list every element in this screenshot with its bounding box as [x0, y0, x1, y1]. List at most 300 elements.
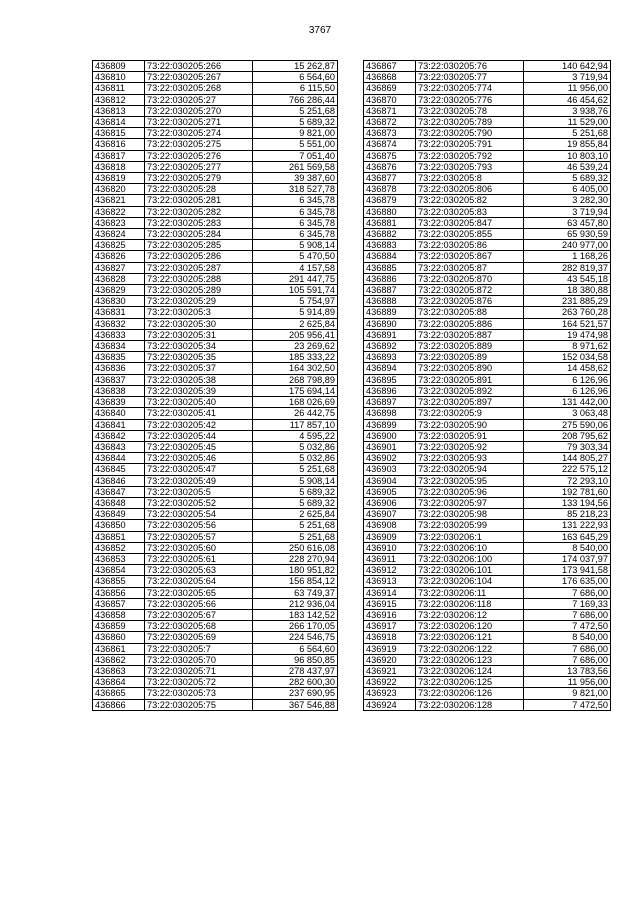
table-row — [364, 229, 611, 240]
cadastral-number-cell: 73:22:030206:126 — [416, 688, 524, 699]
cadastral-number-cell: 73:22:030205:889 — [416, 341, 524, 352]
table-row — [93, 419, 338, 430]
row-number-cell: 436849 — [93, 509, 145, 520]
table-row — [93, 83, 338, 94]
table-row — [93, 621, 338, 632]
cadastral-number-cell: 73:22:030205:52 — [145, 497, 253, 508]
cadastral-number-cell: 73:22:030206:128 — [416, 699, 524, 710]
value-cell: 63 457,80 — [524, 217, 611, 228]
row-number-cell: 436898 — [364, 408, 416, 419]
value-cell: 180 951,82 — [253, 565, 338, 576]
row-number-cell: 436881 — [364, 217, 416, 228]
value-cell: 4 157,58 — [253, 262, 338, 273]
value-cell: 156 854,12 — [253, 576, 338, 587]
cadastral-number-cell: 73:22:030205:64 — [145, 576, 253, 587]
cadastral-number-cell: 73:22:030205:68 — [145, 621, 253, 632]
value-cell: 5 908,14 — [253, 240, 338, 251]
table-row — [364, 408, 611, 419]
table-row — [364, 542, 611, 553]
row-number-cell: 436897 — [364, 397, 416, 408]
table-row — [364, 699, 611, 710]
table-row — [364, 139, 611, 150]
table-row — [364, 296, 611, 307]
cadastral-number-cell: 73:22:030205:855 — [416, 229, 524, 240]
row-number-cell: 436843 — [93, 441, 145, 452]
value-cell: 72 293,10 — [524, 475, 611, 486]
table-row — [364, 553, 611, 564]
value-cell: 5 689,32 — [253, 497, 338, 508]
cadastral-number-cell: 73:22:030205:792 — [416, 150, 524, 161]
row-number-cell: 436885 — [364, 262, 416, 273]
table-row — [93, 542, 338, 553]
cadastral-number-cell: 73:22:030205:271 — [145, 117, 253, 128]
table-row — [364, 609, 611, 620]
row-number-cell: 436815 — [93, 128, 145, 139]
table-row — [93, 363, 338, 374]
cadastral-number-cell: 73:22:030205:67 — [145, 609, 253, 620]
row-number-cell: 436858 — [93, 609, 145, 620]
cadastral-number-cell: 73:22:030205:30 — [145, 318, 253, 329]
value-cell: 140 642,94 — [524, 61, 611, 72]
value-cell: 2 625,84 — [253, 318, 338, 329]
row-number-cell: 436902 — [364, 453, 416, 464]
value-cell: 5 251,68 — [253, 531, 338, 542]
cadastral-number-cell: 73:22:030205:97 — [416, 497, 524, 508]
value-cell: 5 032,86 — [253, 441, 338, 452]
value-cell: 9 821,00 — [524, 688, 611, 699]
cadastral-number-cell: 73:22:030205:3 — [145, 307, 253, 318]
value-cell: 3 719,94 — [524, 206, 611, 217]
table-row — [364, 173, 611, 184]
cadastral-number-cell: 73:22:030205:87 — [416, 262, 524, 273]
value-cell: 173 941,58 — [524, 565, 611, 576]
value-cell: 3 063,48 — [524, 408, 611, 419]
table-row — [364, 61, 611, 72]
cadastral-number-cell: 73:22:030205:72 — [145, 677, 253, 688]
value-cell: 6 564,60 — [253, 643, 338, 654]
value-cell: 39 387,60 — [253, 173, 338, 184]
cadastral-number-cell: 73:22:030205:42 — [145, 419, 253, 430]
value-cell: 192 781,60 — [524, 486, 611, 497]
value-cell: 278 437,97 — [253, 665, 338, 676]
table-row — [364, 397, 611, 408]
cadastral-number-cell: 73:22:030205:9 — [416, 408, 524, 419]
value-cell: 6 345,78 — [253, 206, 338, 217]
table-row — [364, 453, 611, 464]
value-cell: 85 218,23 — [524, 509, 611, 520]
row-number-cell: 436811 — [93, 83, 145, 94]
table-row — [364, 363, 611, 374]
row-number-cell: 436862 — [93, 654, 145, 665]
table-row — [93, 150, 338, 161]
value-cell: 163 645,29 — [524, 531, 611, 542]
row-number-cell: 436915 — [364, 598, 416, 609]
table-row — [364, 307, 611, 318]
table-row — [364, 240, 611, 251]
cadastral-number-cell: 73:22:030205:277 — [145, 161, 253, 172]
row-number-cell: 436812 — [93, 94, 145, 105]
cadastral-number-cell: 73:22:030205:92 — [416, 441, 524, 452]
table-row — [364, 475, 611, 486]
value-cell: 7 472,50 — [524, 699, 611, 710]
value-cell: 8 540,00 — [524, 542, 611, 553]
value-cell: 11 956,00 — [524, 83, 611, 94]
cadastral-number-cell: 73:22:030205:90 — [416, 419, 524, 430]
cadastral-number-cell: 73:22:030205:56 — [145, 520, 253, 531]
value-cell: 14 458,62 — [524, 363, 611, 374]
row-number-cell: 436835 — [93, 352, 145, 363]
cadastral-number-cell: 73:22:030205:54 — [145, 509, 253, 520]
row-number-cell: 436896 — [364, 385, 416, 396]
cadastral-number-cell: 73:22:030205:286 — [145, 251, 253, 262]
table-row — [364, 184, 611, 195]
table-row — [364, 150, 611, 161]
cadastral-number-cell: 73:22:030206:120 — [416, 621, 524, 632]
cadastral-number-cell: 73:22:030205:60 — [145, 542, 253, 553]
cadastral-number-cell: 73:22:030205:847 — [416, 217, 524, 228]
value-cell: 11 529,00 — [524, 117, 611, 128]
row-number-cell: 436871 — [364, 105, 416, 116]
value-cell: 176 635,00 — [524, 576, 611, 587]
row-number-cell: 436864 — [93, 677, 145, 688]
cadastral-number-cell: 73:22:030205:95 — [416, 475, 524, 486]
cadastral-number-cell: 73:22:030205:71 — [145, 665, 253, 676]
table-row — [93, 94, 338, 105]
cadastral-number-cell: 73:22:030205:870 — [416, 273, 524, 284]
cadastral-number-cell: 73:22:030205:76 — [416, 61, 524, 72]
table-row — [93, 453, 338, 464]
cadastral-number-cell: 73:22:030205:35 — [145, 352, 253, 363]
cadastral-number-cell: 73:22:030205:285 — [145, 240, 253, 251]
row-number-cell: 436870 — [364, 94, 416, 105]
row-number-cell: 436826 — [93, 251, 145, 262]
value-cell: 222 575,12 — [524, 464, 611, 475]
table-row — [364, 94, 611, 105]
table-row — [364, 632, 611, 643]
table-row — [364, 621, 611, 632]
row-number-cell: 436923 — [364, 688, 416, 699]
row-number-cell: 436830 — [93, 296, 145, 307]
table-row — [93, 464, 338, 475]
value-cell: 175 694,14 — [253, 385, 338, 396]
value-cell: 23 269,62 — [253, 341, 338, 352]
cadastral-number-cell: 73:22:030205:806 — [416, 184, 524, 195]
row-number-cell: 436825 — [93, 240, 145, 251]
row-number-cell: 436882 — [364, 229, 416, 240]
cadastral-number-cell: 73:22:030205:37 — [145, 363, 253, 374]
row-number-cell: 436917 — [364, 621, 416, 632]
cadastral-number-cell: 73:22:030206:122 — [416, 643, 524, 654]
row-number-cell: 436821 — [93, 195, 145, 206]
value-cell: 7 472,50 — [524, 621, 611, 632]
cadastral-number-cell: 73:22:030205:270 — [145, 105, 253, 116]
value-cell: 228 270,94 — [253, 553, 338, 564]
row-number-cell: 436919 — [364, 643, 416, 654]
cadastral-number-cell: 73:22:030205:34 — [145, 341, 253, 352]
cadastral-number-cell: 73:22:030205:70 — [145, 654, 253, 665]
cadastral-number-cell: 73:22:030205:75 — [145, 699, 253, 710]
row-number-cell: 436920 — [364, 654, 416, 665]
value-cell: 6 564,60 — [253, 72, 338, 83]
row-number-cell: 436841 — [93, 419, 145, 430]
row-number-cell: 436876 — [364, 161, 416, 172]
cadastral-number-cell: 73:22:030205:94 — [416, 464, 524, 475]
cadastral-number-cell: 73:22:030205:61 — [145, 553, 253, 564]
row-number-cell: 436861 — [93, 643, 145, 654]
table-row — [364, 72, 611, 83]
row-number-cell: 436850 — [93, 520, 145, 531]
table-row — [364, 273, 611, 284]
row-number-cell: 436886 — [364, 273, 416, 284]
cadastral-number-cell: 73:22:030206:10 — [416, 542, 524, 553]
value-cell: 5 251,68 — [253, 105, 338, 116]
table-row — [93, 217, 338, 228]
value-cell: 268 798,89 — [253, 374, 338, 385]
table-row — [364, 654, 611, 665]
cadastral-number-cell: 73:22:030205:88 — [416, 307, 524, 318]
cadastral-number-cell: 73:22:030205:27 — [145, 94, 253, 105]
cadastral-number-cell: 73:22:030205:789 — [416, 117, 524, 128]
value-cell: 318 527,78 — [253, 184, 338, 195]
row-number-cell: 436921 — [364, 665, 416, 676]
cadastral-number-cell: 73:22:030205:89 — [416, 352, 524, 363]
value-cell: 266 170,05 — [253, 621, 338, 632]
table-row — [93, 531, 338, 542]
cadastral-number-cell: 73:22:030205:49 — [145, 475, 253, 486]
row-number-cell: 436847 — [93, 486, 145, 497]
row-number-cell: 436846 — [93, 475, 145, 486]
table-row — [93, 161, 338, 172]
value-cell: 133 194,56 — [524, 497, 611, 508]
value-cell: 5 251,68 — [253, 464, 338, 475]
cadastral-number-cell: 73:22:030205:47 — [145, 464, 253, 475]
table-row — [364, 598, 611, 609]
row-number-cell: 436869 — [364, 83, 416, 94]
value-cell: 96 850,85 — [253, 654, 338, 665]
row-number-cell: 436890 — [364, 318, 416, 329]
value-cell: 168 026,69 — [253, 397, 338, 408]
table-row — [364, 677, 611, 688]
cadastral-number-cell: 73:22:030205:40 — [145, 397, 253, 408]
table-row — [364, 128, 611, 139]
table-row — [364, 117, 611, 128]
value-cell: 263 760,28 — [524, 307, 611, 318]
table-row — [364, 217, 611, 228]
table-row — [364, 509, 611, 520]
value-cell: 79 303,34 — [524, 441, 611, 452]
table-row — [364, 565, 611, 576]
value-cell: 205 956,41 — [253, 329, 338, 340]
table-row — [93, 609, 338, 620]
value-cell: 144 805,27 — [524, 453, 611, 464]
row-number-cell: 436903 — [364, 464, 416, 475]
cadastral-number-cell: 73:22:030205:279 — [145, 173, 253, 184]
cadastral-number-cell: 73:22:030205:793 — [416, 161, 524, 172]
cadastral-number-cell: 73:22:030205:69 — [145, 632, 253, 643]
row-number-cell: 436856 — [93, 587, 145, 598]
value-cell: 8 540,00 — [524, 632, 611, 643]
table-row — [364, 665, 611, 676]
value-cell: 7 169,33 — [524, 598, 611, 609]
row-number-cell: 436892 — [364, 341, 416, 352]
row-number-cell: 436844 — [93, 453, 145, 464]
cadastral-number-cell: 73:22:030205:282 — [145, 206, 253, 217]
cadastral-number-cell: 73:22:030205:5 — [145, 486, 253, 497]
value-cell: 3 719,94 — [524, 72, 611, 83]
row-number-cell: 436857 — [93, 598, 145, 609]
value-cell: 2 625,84 — [253, 509, 338, 520]
value-cell: 65 930,59 — [524, 229, 611, 240]
value-cell: 46 454,62 — [524, 94, 611, 105]
table-row — [364, 341, 611, 352]
row-number-cell: 436874 — [364, 139, 416, 150]
cadastral-number-cell: 73:22:030205:39 — [145, 385, 253, 396]
cadastral-number-cell: 73:22:030205:57 — [145, 531, 253, 542]
cadastral-number-cell: 73:22:030205:872 — [416, 285, 524, 296]
cadastral-number-cell: 73:22:030205:776 — [416, 94, 524, 105]
value-cell: 164 302,50 — [253, 363, 338, 374]
value-cell: 183 142,52 — [253, 609, 338, 620]
table-row — [93, 285, 338, 296]
table-row — [93, 677, 338, 688]
table-row — [364, 206, 611, 217]
cadastral-number-cell: 73:22:030205:45 — [145, 441, 253, 452]
row-number-cell: 436911 — [364, 553, 416, 564]
row-number-cell: 436818 — [93, 161, 145, 172]
table-row — [93, 307, 338, 318]
table-row — [364, 285, 611, 296]
row-number-cell: 436853 — [93, 553, 145, 564]
value-cell: 13 783,56 — [524, 665, 611, 676]
value-cell: 5 689,32 — [253, 117, 338, 128]
table-row — [93, 352, 338, 363]
value-cell: 5 754,97 — [253, 296, 338, 307]
table-row — [93, 598, 338, 609]
table-row — [93, 105, 338, 116]
row-number-cell: 436855 — [93, 576, 145, 587]
row-number-cell: 436884 — [364, 251, 416, 262]
value-cell: 261 569,58 — [253, 161, 338, 172]
row-number-cell: 436834 — [93, 341, 145, 352]
value-cell: 131 222,93 — [524, 520, 611, 531]
cadastral-number-cell: 73:22:030205:268 — [145, 83, 253, 94]
value-cell: 367 546,88 — [253, 699, 338, 710]
row-number-cell: 436829 — [93, 285, 145, 296]
value-cell: 6 126,96 — [524, 385, 611, 396]
value-cell: 282 819,37 — [524, 262, 611, 273]
row-number-cell: 436904 — [364, 475, 416, 486]
row-number-cell: 436839 — [93, 397, 145, 408]
value-cell: 3 282,30 — [524, 195, 611, 206]
table-row — [364, 374, 611, 385]
cadastral-number-cell: 73:22:030205:774 — [416, 83, 524, 94]
cadastral-number-cell: 73:22:030206:11 — [416, 587, 524, 598]
cadastral-number-cell: 73:22:030205:83 — [416, 206, 524, 217]
row-number-cell: 436832 — [93, 318, 145, 329]
cadastral-number-cell: 73:22:030205:31 — [145, 329, 253, 340]
table-row — [364, 83, 611, 94]
table-row — [364, 520, 611, 531]
row-number-cell: 436828 — [93, 273, 145, 284]
row-number-cell: 436814 — [93, 117, 145, 128]
cadastral-number-cell: 73:22:030206:100 — [416, 553, 524, 564]
row-number-cell: 436827 — [93, 262, 145, 273]
cadastral-number-cell: 73:22:030205:891 — [416, 374, 524, 385]
cadastral-number-cell: 73:22:030206:101 — [416, 565, 524, 576]
row-number-cell: 436854 — [93, 565, 145, 576]
row-number-cell: 436824 — [93, 229, 145, 240]
row-number-cell: 436863 — [93, 665, 145, 676]
table-row — [93, 699, 338, 710]
table-row — [93, 329, 338, 340]
cadastral-number-cell: 73:22:030205:886 — [416, 318, 524, 329]
value-cell: 185 333,22 — [253, 352, 338, 363]
table-row — [93, 262, 338, 273]
value-cell: 5 251,68 — [524, 128, 611, 139]
cadastral-number-cell: 73:22:030205:283 — [145, 217, 253, 228]
table-row — [93, 251, 338, 262]
row-number-cell: 436879 — [364, 195, 416, 206]
table-row — [93, 430, 338, 441]
table-row — [364, 430, 611, 441]
value-cell: 282 600,30 — [253, 677, 338, 688]
table-row — [93, 408, 338, 419]
table-row — [364, 161, 611, 172]
page-number: 3767 — [308, 25, 332, 36]
table-row — [93, 654, 338, 665]
table-row — [364, 531, 611, 542]
value-cell: 224 546,75 — [253, 632, 338, 643]
table-row — [93, 61, 338, 72]
table-row — [364, 195, 611, 206]
cadastral-number-cell: 73:22:030205:66 — [145, 598, 253, 609]
cadastral-number-cell: 73:22:030205:890 — [416, 363, 524, 374]
row-number-cell: 436865 — [93, 688, 145, 699]
row-number-cell: 436822 — [93, 206, 145, 217]
table-row — [364, 318, 611, 329]
row-number-cell: 436852 — [93, 542, 145, 553]
row-number-cell: 436887 — [364, 285, 416, 296]
row-number-cell: 436868 — [364, 72, 416, 83]
table-row — [93, 497, 338, 508]
cadastral-number-cell: 73:22:030205:93 — [416, 453, 524, 464]
row-number-cell: 436816 — [93, 139, 145, 150]
value-cell: 8 971,62 — [524, 341, 611, 352]
row-number-cell: 436842 — [93, 430, 145, 441]
row-number-cell: 436836 — [93, 363, 145, 374]
row-number-cell: 436914 — [364, 587, 416, 598]
table-row — [93, 486, 338, 497]
value-cell: 15 262,87 — [253, 61, 338, 72]
row-number-cell: 436895 — [364, 374, 416, 385]
table-row — [93, 273, 338, 284]
value-cell: 5 908,14 — [253, 475, 338, 486]
row-number-cell: 436831 — [93, 307, 145, 318]
value-cell: 117 857,10 — [253, 419, 338, 430]
table-row — [93, 206, 338, 217]
cadastral-number-cell: 73:22:030205:63 — [145, 565, 253, 576]
cadastral-number-cell: 73:22:030206:12 — [416, 609, 524, 620]
value-cell: 7 686,00 — [524, 609, 611, 620]
table-row — [93, 509, 338, 520]
table-row — [93, 374, 338, 385]
row-number-cell: 436891 — [364, 329, 416, 340]
row-number-cell: 436838 — [93, 385, 145, 396]
row-number-cell: 436894 — [364, 363, 416, 374]
table-row — [93, 240, 338, 251]
value-cell: 164 521,57 — [524, 318, 611, 329]
cadastral-number-cell: 73:22:030206:125 — [416, 677, 524, 688]
